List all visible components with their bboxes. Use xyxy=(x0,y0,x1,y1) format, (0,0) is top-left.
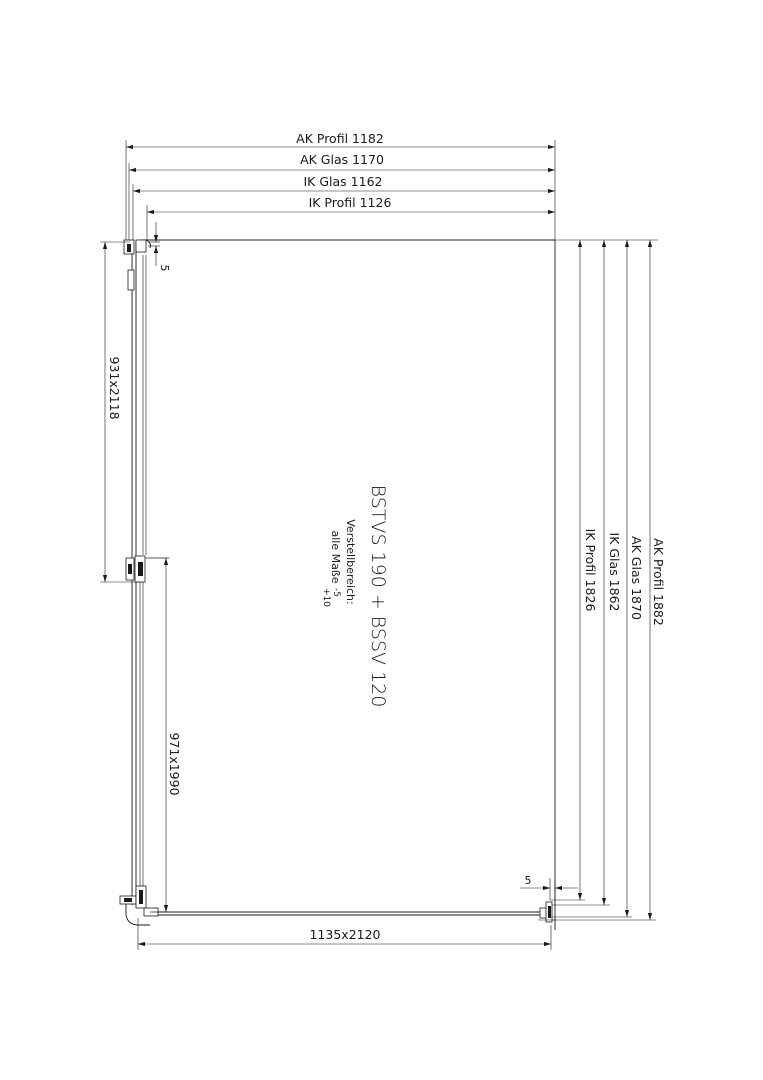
right-gap-dimension xyxy=(520,874,578,900)
bottom-dimension xyxy=(138,918,551,950)
dim-label-ik-glas-width: IK Glas 1162 xyxy=(303,174,383,189)
dim-label-ak-glas-height: AK Glas 1870 xyxy=(629,536,644,620)
dim-label-bottom-width: 1135x2120 xyxy=(309,927,381,942)
dim-label-top-gap: 5 xyxy=(158,264,171,272)
door-frame xyxy=(132,240,555,930)
dim-label-right-gap: 5 xyxy=(524,874,532,887)
central-title xyxy=(321,485,389,708)
top-gap-dimension xyxy=(148,222,171,272)
dim-label-ak-profil-width: AK Profil 1182 xyxy=(296,131,384,146)
tolerance-plus: +10 xyxy=(321,588,331,607)
product-title: BSTVS 190 + BSSV 120 xyxy=(367,484,389,708)
tolerance-minus: -5 xyxy=(331,588,341,597)
top-dimensions xyxy=(126,131,555,240)
dim-label-ik-profil-width: IK Profil 1126 xyxy=(308,195,392,210)
bottom-hinge-icon xyxy=(120,886,170,925)
right-dimensions xyxy=(550,240,666,920)
adjust-range-label: Verstellbereich: xyxy=(344,519,357,605)
dim-label-ak-glas-width: AK Glas 1170 xyxy=(300,152,384,167)
dim-label-ik-profil-height: IK Profil 1826 xyxy=(583,528,598,612)
dim-label-lower-panel: 971x1990 xyxy=(167,732,182,796)
top-hinge-icon xyxy=(124,240,151,290)
dim-label-upper-panel: 931x2118 xyxy=(107,356,122,420)
middle-hinge-icon xyxy=(126,556,168,582)
all-dimensions-label: alle Maße xyxy=(329,530,342,584)
dim-label-ak-profil-height: AK Profil 1882 xyxy=(651,538,666,626)
dim-label-ik-glas-height: IK Glas 1862 xyxy=(607,532,622,612)
